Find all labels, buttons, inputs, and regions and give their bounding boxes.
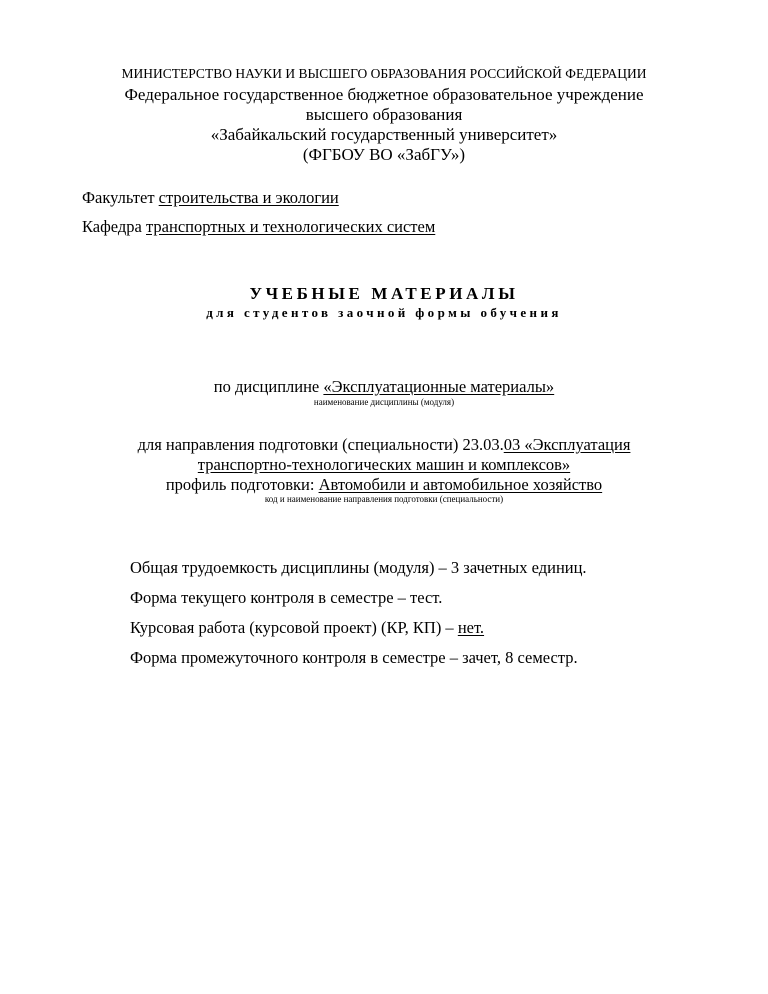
institution-line-1: Федеральное государственное бюджетное образовательное учреждение xyxy=(124,85,644,104)
direction-caption: код и наименование направления подготовки (специальности) xyxy=(264,494,504,504)
profile-label: профиль подготовки: xyxy=(165,475,319,494)
coursework-line xyxy=(130,618,484,638)
discipline-value: «Эксплуатационные материалы» xyxy=(323,377,555,396)
profile-value: Автомобили и автомобильное хозяйство xyxy=(318,475,603,494)
coursework-value: нет. xyxy=(457,618,485,637)
direction-block xyxy=(0,435,768,495)
workload-line: Общая трудоемкость дисциплины (модуля) – 3 зачетных единиц. xyxy=(130,558,587,577)
department-line xyxy=(82,217,435,237)
faculty-line xyxy=(82,188,339,208)
department-label: Кафедра xyxy=(82,217,147,236)
discipline-label: по дисциплине xyxy=(213,377,324,396)
faculty-value: строительства и экологии xyxy=(158,188,339,207)
institution-name xyxy=(0,85,768,165)
institution-line-3: «Забайкальский государственный университет» xyxy=(210,125,558,144)
ministry-name: МИНИСТЕРСТВО НАУКИ И ВЫСШЕГО ОБРАЗОВАНИЯ РОССИЙСКОЙ ФЕДЕРАЦИИ xyxy=(121,66,647,81)
current-control-line: Форма текущего контроля в семестре – тест. xyxy=(130,588,443,607)
document-subtitle: для студентов заочной формы обучения xyxy=(206,305,562,320)
direction-line-2 xyxy=(0,455,768,475)
direction-value-2: транспортно-технологических машин и комплексов» xyxy=(197,455,571,474)
profile-line xyxy=(0,475,768,495)
direction-line-1 xyxy=(0,435,768,455)
institution-line-2: высшего образования xyxy=(305,105,463,124)
direction-label: для направления подготовки (специальности) 23.03. xyxy=(137,435,504,454)
document-title: УЧЕБНЫЕ МАТЕРИАЛЫ xyxy=(249,284,519,303)
interim-control-line: Форма промежуточного контроля в семестре – зачет, 8 семестр. xyxy=(130,648,578,667)
discipline-line xyxy=(0,377,768,397)
discipline-caption: наименование дисциплины (модуля) xyxy=(313,397,455,407)
coursework-label: Курсовая работа (курсовой проект) (КР, КП) – xyxy=(130,618,458,637)
faculty-label: Факультет xyxy=(82,188,159,207)
institution-line-4: (ФГБОУ ВО «ЗабГУ») xyxy=(302,145,466,164)
department-value: транспортных и технологических систем xyxy=(146,217,436,236)
direction-value-1: 03 «Эксплуатация xyxy=(503,435,631,454)
